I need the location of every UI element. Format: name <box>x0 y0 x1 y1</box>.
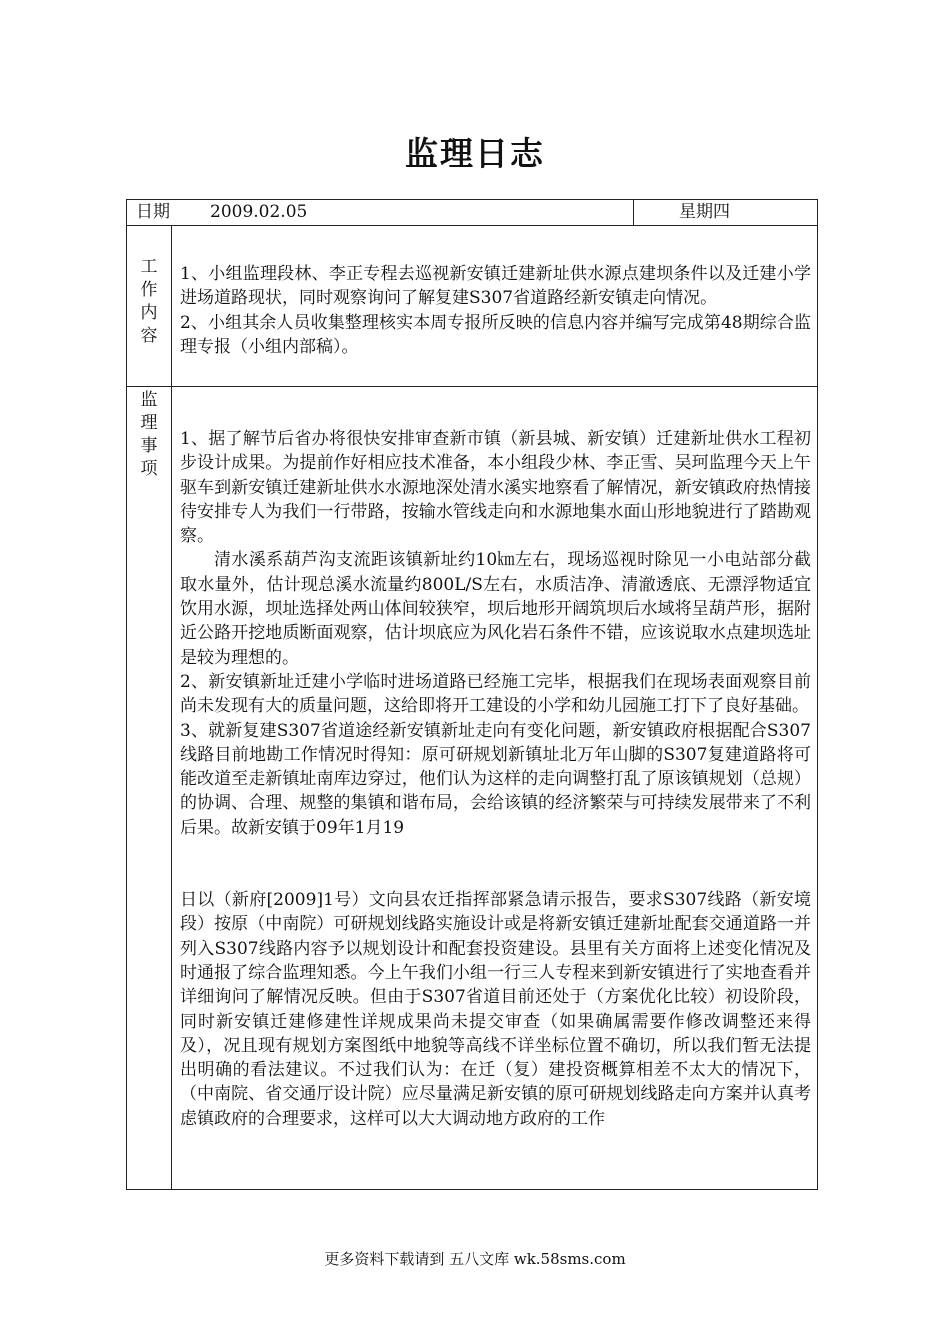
supervision-row <box>127 387 818 1190</box>
work-label: 工 作 内 容 <box>127 226 172 387</box>
date-value: 2009.02.05 <box>210 202 308 222</box>
supervision-paragraph: 2、新安镇新址迁建小学临时进场道路已经施工完毕，根据我们在现场表面观察目前尚未发现有大的质量问题，这给即将开工建设的小学和幼儿园施工打下了良好基础。 <box>180 671 811 717</box>
weekday-cell: 星期四 <box>634 200 818 226</box>
work-item: 1、小组监理段林、李正专程去巡视新安镇迁建新址供水源点建坝条件以及迁建小学进场道路现状，同时观察询问了解复建S307省道路经新安镇走向情况。 <box>180 264 811 309</box>
header-row <box>127 200 818 226</box>
supervision-content <box>172 387 818 1190</box>
page-title: 监理日志 <box>405 134 545 173</box>
date-label: 日期 <box>136 202 170 222</box>
supervision-label: 监 理 事 项 <box>127 387 172 1190</box>
footer-link[interactable]: 更多资料下载请到 五八文库 wk.58sms.com <box>324 1250 626 1268</box>
supervision-paragraph: 清水溪系葫芦沟支流距该镇新址约10㎞左右，现场巡视时除见一小电站部分截取水量外，估计现总溪水流量约800L/S左右，水质洁净、清澈透底、无漂浮物适宜饮用水源，坝址选择处两山体间较狭窄，坝后地形开阔筑坝后水域将呈葫芦形，据附近公路开挖地质断面观察，估计坝底应为风化岩石条件不错，应该说取水点建坝选址是较为理想的。 <box>180 550 811 668</box>
work-content <box>172 226 818 387</box>
supervision-paragraph: 3、就新复建S307省道途经新安镇新址走向有变化问题，新安镇政府根据配合S307线路目前地勘工作情况时得知：原可研规划新镇址北万年山脚的S307复建道路将可能改道至走新镇址南库边穿过，他们认为这样的走向调整打乱了原该镇规划（总规）的协调、合理、规整的集镇和谐布局，会给该镇的经济繁荣与可持续发展带来了不利后果。故新安镇于09年1月19 <box>180 720 811 838</box>
log-table <box>126 199 818 1190</box>
date-cell <box>127 200 634 226</box>
supervision-paragraph: 1、据了解节后省办将很快安排审查新市镇（新县城、新安镇）迁建新址供水工程初步设计成果。为提前作好相应技术准备，本小组段少林、李正雪、吴珂监理今天上午驱车到新安镇迁建新址供水水源地深处清水溪实地察看了解情况，新安镇政府热情接待安排专人为我们一行带路，按输水管线走向和水源地集水面山形地貌进行了踏勘观察。 <box>180 429 811 547</box>
work-item: 2、小组其余人员收集整理核实本周专报所反映的信息内容并编写完成第48期综合监理专报（小组内部稿）。 <box>180 312 811 357</box>
supervision-paragraph: 日以（新府[2009]1号）文向县农迁指挥部紧急请示报告，要求S307线路（新安境段）按原（中南院）可研规划线路实施设计或是将新安镇迁建新址配套交通道路一并列入S307线路内容予以规划设计和配套投资建设。县里有关方面将上述变化情况及时通报了综合监理知悉。今上午我们小组一行三人专程来到新安镇进行了实地查看并详细询问了解情况反映。但由于S307省道目前还处于（方案优化比较）初设阶段，同时新安镇迁建修建性详规成果尚未提交审查（如果确属需要作修改调整还来得及），况且现有规划方案图纸中地貌等高线不详坐标位置不确切，所以我们暂无法提出明确的看法建议。不过我们认为：在迁（复）建投资概算相差不太大的情况下，（中南院、省交通厅设计院）应尽量满足新安镇的原可研规划线路走向方案并认真考虑镇政府的合理要求，这样可以大大调动地方政府的工作 <box>180 890 811 1129</box>
work-row <box>127 226 818 387</box>
